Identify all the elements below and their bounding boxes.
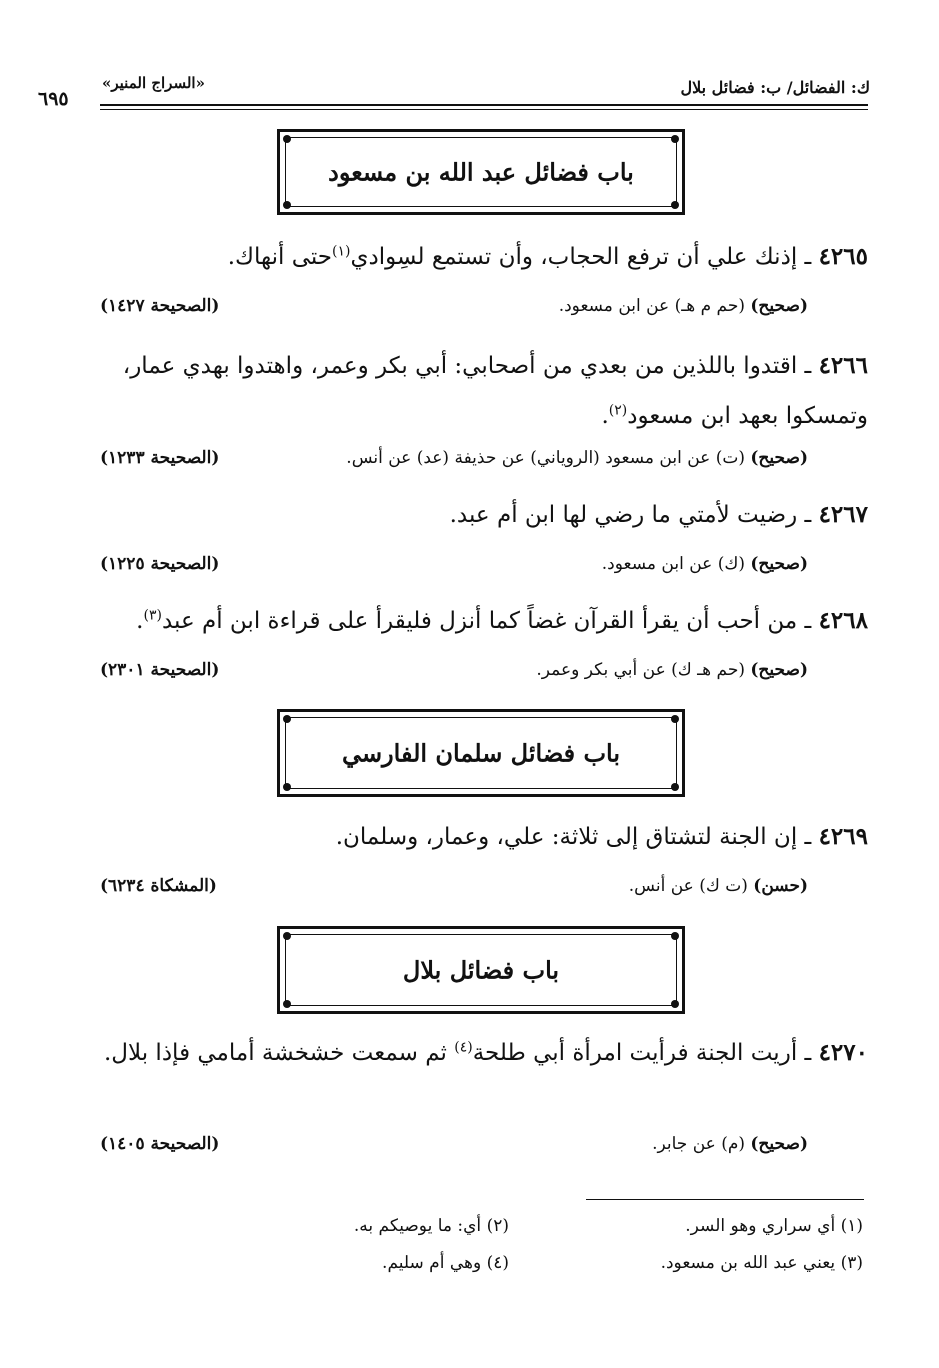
- hadith-grade: (صحيح): [750, 1134, 808, 1154]
- footnote: [382, 1253, 509, 1273]
- footnote: [685, 1216, 863, 1236]
- reference: (المشكاة ٦٢٣٤): [100, 876, 217, 896]
- hadith-source: [100, 296, 808, 326]
- chapter-box: [277, 709, 685, 797]
- hadith-number: ٤٢٦٧: [818, 501, 868, 528]
- page-number: ٦٩٥: [38, 88, 69, 110]
- hadith-text: [100, 232, 868, 282]
- hadith-text: [100, 341, 868, 441]
- chapter-box: [277, 926, 685, 1014]
- hadith-body: ـ أريت الجنة فرأيت امرأة أبي طلحة: [472, 1040, 812, 1066]
- hadith-text: [100, 1028, 868, 1078]
- hadith-source: [100, 554, 808, 584]
- hadith-source: [100, 448, 808, 478]
- chapter-box: [277, 129, 685, 215]
- hadith-text: [100, 490, 868, 540]
- hadith-body: ـ رضيت لأمتي ما رضي لها ابن أم عبد.: [449, 502, 812, 528]
- footnote-text: أي سراري وهو السر.: [685, 1216, 836, 1236]
- footnote-text: يعني عبد الله بن مسعود.: [660, 1253, 836, 1273]
- book-title: «السراج المنير»: [102, 74, 205, 92]
- footnote-rule: [586, 1199, 864, 1200]
- footnote: [661, 1253, 863, 1273]
- footnote-number: (٣): [840, 1253, 863, 1273]
- hadith-source: [100, 660, 808, 690]
- hadith-source: [100, 1134, 808, 1164]
- chapter-title: باب فضائل سلمان الفارسي: [341, 738, 621, 768]
- footnote-text: أي: ما يوصيكم به.: [353, 1216, 482, 1236]
- hadith-grade: (صحيح): [750, 448, 808, 468]
- source-text: (حم هـ ك) عن أبي بكر وعمر.: [536, 660, 745, 680]
- hadith-body: ـ إن الجنة لتشتاق إلى ثلاثة: علي، وعمار، وسلمان.: [335, 824, 812, 850]
- footnote-marker: (١): [332, 243, 351, 260]
- hadith-body: ـ اقتدوا باللذين من بعدي من أصحابي: أبي بكر وعمر، واهتدوا بهدي عمار، وتمسكوا بعهد ابن مسعود: [122, 353, 868, 429]
- footnote-number: (٤): [486, 1253, 509, 1273]
- hadith-grade: (صحيح): [750, 554, 808, 574]
- hadith-number: ٤٢٦٨: [818, 607, 868, 634]
- footnote-marker: (٤): [454, 1039, 473, 1056]
- header-rule: [100, 104, 868, 106]
- running-header: [38, 70, 870, 110]
- chapter-title: باب فضائل بلال: [402, 955, 560, 985]
- hadith-number: ٤٢٦٥: [818, 243, 868, 270]
- hadith-body: ـ إذنك علي أن ترفع الحجاب، وأن تستمع لسِوادي: [350, 244, 812, 270]
- source-text: (ك) عن ابن مسعود.: [601, 554, 745, 574]
- reference: (الصحيحة ١٢٣٣): [100, 448, 220, 468]
- hadith-text: [100, 812, 868, 862]
- reference: (الصحيحة ١٤٢٧): [100, 296, 220, 316]
- hadith-number: ٤٢٧٠: [818, 1039, 868, 1066]
- hadith-body-cont: ثم سمعت خشخشة أمامي فإذا بلال.: [103, 1040, 447, 1066]
- hadith-number: ٤٢٦٩: [818, 823, 868, 850]
- hadith-grade: (حسن): [753, 876, 808, 896]
- hadith-text: [100, 596, 868, 646]
- hadith-body-cont: .: [601, 403, 609, 429]
- hadith-number: ٤٢٦٦: [818, 352, 868, 379]
- chapter-title: باب فضائل عبد الله بن مسعود: [328, 157, 634, 187]
- reference: (الصحيحة ١٢٢٥): [100, 554, 220, 574]
- source-text: (ت ك) عن أنس.: [628, 876, 748, 896]
- header-rule-thin: [100, 109, 868, 110]
- footnote-number: (٢): [486, 1216, 509, 1236]
- footnote: [354, 1216, 509, 1236]
- source-text: (م) عن جابر.: [652, 1134, 745, 1154]
- source-text: (حم م هـ) عن ابن مسعود.: [558, 296, 745, 316]
- footnote-marker: (٢): [608, 402, 628, 419]
- footnote-number: (١): [840, 1216, 863, 1236]
- hadith-body-cont: حتى أنهاك.: [227, 244, 333, 270]
- footnote-text: وهي أم سليم.: [382, 1253, 482, 1273]
- reference: (الصحيحة ٢٣٠١): [100, 660, 220, 680]
- hadith-body: ـ من أحب أن يقرأ القرآن غضاً كما أنزل فليقرأ على قراءة ابن أم عبد: [161, 608, 812, 634]
- footnote-marker: (٣): [143, 607, 162, 624]
- source-text: (ت) عن ابن مسعود (الروياني) عن حذيفة (عد) عن أنس.: [346, 448, 745, 468]
- hadith-grade: (صحيح): [750, 296, 808, 316]
- section-title: ك: الفضائل/ ب: فضائل بلال: [680, 78, 870, 97]
- reference: (الصحيحة ١٤٠٥): [100, 1134, 220, 1154]
- hadith-body-cont: .: [136, 608, 144, 634]
- hadith-grade: (صحيح): [750, 660, 808, 680]
- hadith-source: [100, 876, 808, 906]
